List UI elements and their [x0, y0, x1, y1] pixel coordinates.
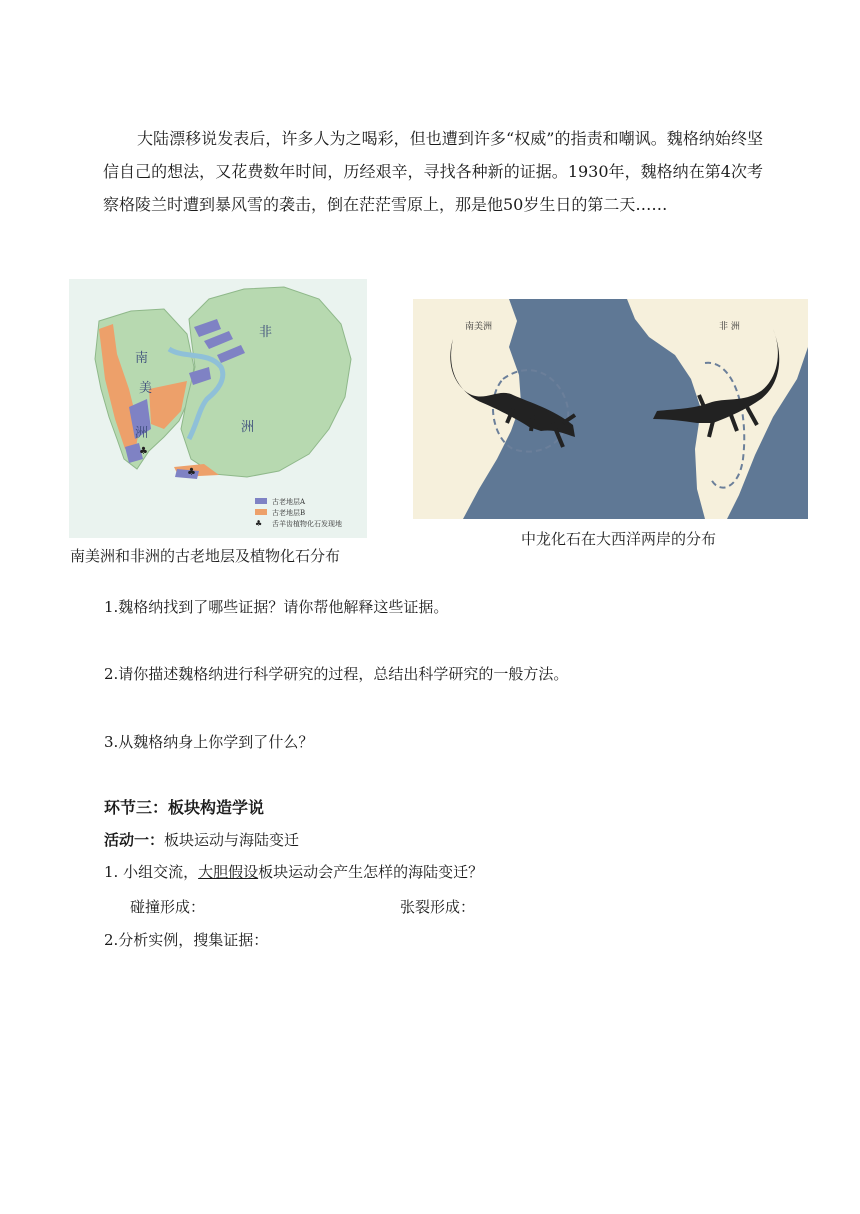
rift-fill-label: 张裂形成：	[400, 898, 476, 916]
legend-b: 古老地层B	[272, 509, 306, 517]
activity-title: 板块运动与海陆变迁	[164, 831, 300, 849]
caption-strata-map: 南美洲和非洲的古老地层及植物化石分布	[70, 547, 341, 565]
item-2: 2.分析实例，搜集证据：	[104, 931, 269, 949]
activity-heading	[104, 829, 299, 850]
item-1-prefix: 1. 小组交流，	[104, 863, 199, 881]
label-south: 南	[135, 351, 149, 366]
fossil-marker-sa: ♣	[139, 446, 148, 457]
item-1-suffix: 板块运动会产生怎样的海陆变迁？	[258, 863, 484, 881]
item-1-underlined: 大胆假设	[198, 863, 259, 881]
strata-map-figure	[69, 279, 367, 538]
activity-label: 活动一：	[104, 831, 165, 849]
legend-a: 古老地层A	[272, 498, 306, 506]
strata-map	[69, 279, 367, 538]
question-3: 3.从魏格纳身上你学到了什么？	[104, 733, 314, 751]
legend-fossil-icon: ♣	[255, 519, 263, 528]
mesosaurus-map-figure	[413, 299, 808, 519]
question-1: 1.魏格纳找到了哪些证据？请你帮他解释这些证据。	[104, 598, 449, 616]
legend-swatch-a	[255, 498, 267, 504]
legend-swatch-b	[255, 509, 267, 515]
fossil-marker-af: ♣	[187, 467, 196, 478]
item-1	[104, 861, 483, 882]
label-south-america: 南美洲	[465, 322, 493, 332]
legend-fossil: 舌羊齿植物化石发现地	[272, 520, 342, 528]
intro-paragraph: 大陆漂移说发表后，许多人为之喝彩，但也遭到许多“权威”的指责和嘲讽。魏格纳始终坚信自己的想法，又花费数年时间，历经艰辛，寻找各种新的证据。1930年，魏格纳在第4次考察格陵兰时遭到暴风雪的袭击，倒在茫茫雪原上，那是他50岁生日的第二天……	[103, 129, 763, 214]
mesosaurus-map	[413, 299, 808, 519]
caption-mesosaurus-map: 中龙化石在大西洋两岸的分布	[521, 530, 717, 548]
collision-fill-label: 碰撞形成：	[130, 898, 206, 916]
label-america: 美	[139, 381, 153, 396]
question-2: 2.请你描述魏格纳进行科学研究的过程，总结出科学研究的一般方法。	[104, 665, 569, 683]
label-africa: 非 洲	[719, 322, 740, 332]
section-title: 环节三：板块构造学说	[104, 798, 265, 817]
label-zhou-af: 洲	[241, 420, 255, 435]
label-zhou-sa: 洲	[135, 426, 149, 441]
label-fei: 非	[259, 325, 273, 340]
